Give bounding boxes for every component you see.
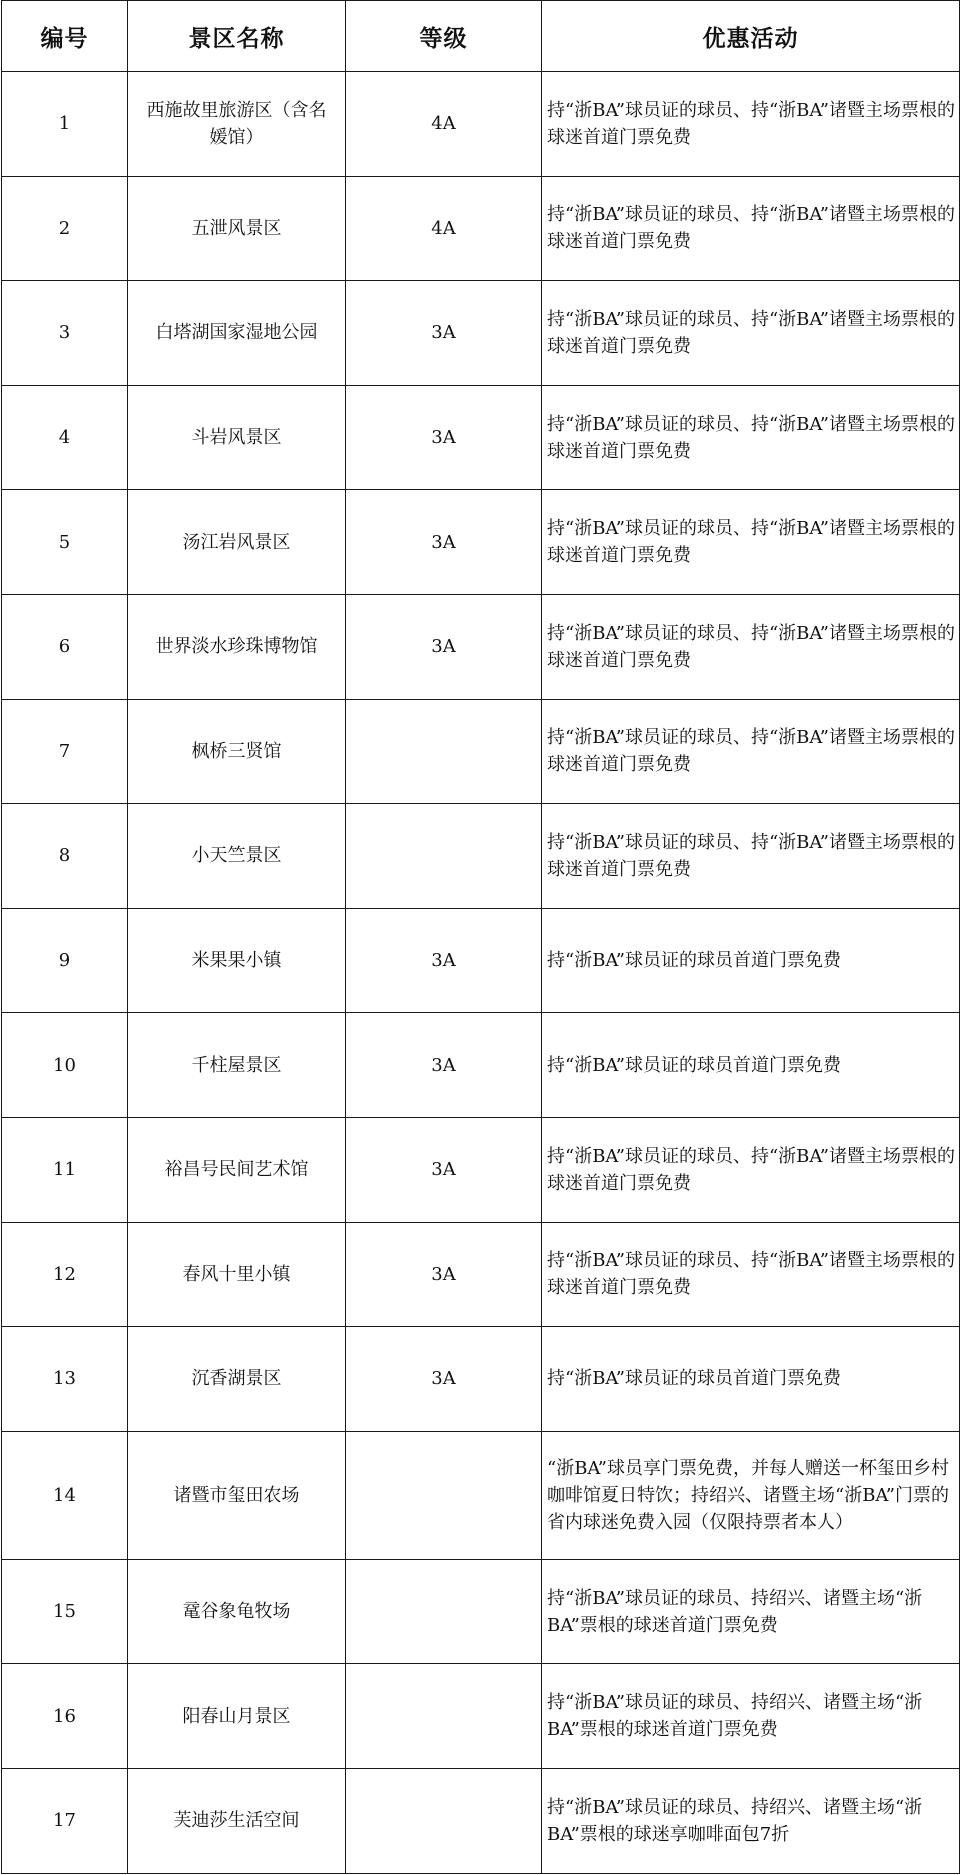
table-row — [2, 72, 960, 177]
table-row — [2, 490, 960, 595]
row-name: 小天竺景区 — [128, 804, 346, 909]
row-promo: 持“浙BA”球员证的球员、持“浙BA”诸暨主场票根的球迷首道门票免费 — [542, 490, 960, 595]
row-name: 阳春山月景区 — [128, 1664, 346, 1769]
row-promo: 持“浙BA”球员证的球员、持“浙BA”诸暨主场票根的球迷首道门票免费 — [542, 176, 960, 281]
row-promo: 持“浙BA”球员证的球员、持“浙BA”诸暨主场票根的球迷首道门票免费 — [542, 1117, 960, 1222]
table-row — [2, 908, 960, 1013]
header-name: 景区名称 — [128, 1, 346, 72]
row-level — [346, 1664, 542, 1769]
row-num: 6 — [2, 594, 128, 699]
promo-table — [1, 0, 960, 1874]
row-num: 3 — [2, 281, 128, 386]
row-num: 13 — [2, 1327, 128, 1432]
row-promo: 持“浙BA”球员证的球员、持“浙BA”诸暨主场票根的球迷首道门票免费 — [542, 804, 960, 909]
table-row — [2, 385, 960, 490]
row-level: 4A — [346, 72, 542, 177]
row-promo: 持“浙BA”球员证的球员、持“浙BA”诸暨主场票根的球迷首道门票免费 — [542, 385, 960, 490]
row-promo: 持“浙BA”球员证的球员首道门票免费 — [542, 1327, 960, 1432]
row-name: 世界淡水珍珠博物馆 — [128, 594, 346, 699]
row-name: 汤江岩风景区 — [128, 490, 346, 595]
row-level: 3A — [346, 490, 542, 595]
row-promo: 持“浙BA”球员证的球员、持“浙BA”诸暨主场票根的球迷首道门票免费 — [542, 699, 960, 804]
table-body — [2, 72, 960, 1874]
table-row — [2, 1222, 960, 1327]
table-row — [2, 1664, 960, 1769]
row-promo: 持“浙BA”球员证的球员、持绍兴、诸暨主场“浙BA”票根的球迷首道门票免费 — [542, 1559, 960, 1664]
table-row — [2, 699, 960, 804]
row-promo: 持“浙BA”球员证的球员首道门票免费 — [542, 1013, 960, 1118]
row-level — [346, 1431, 542, 1559]
row-num: 7 — [2, 699, 128, 804]
header-level: 等级 — [346, 1, 542, 72]
row-num: 1 — [2, 72, 128, 177]
table-header-row — [2, 1, 960, 72]
row-promo: 持“浙BA”球员证的球员、持“浙BA”诸暨主场票根的球迷首道门票免费 — [542, 1222, 960, 1327]
row-level: 4A — [346, 176, 542, 281]
row-level: 3A — [346, 1117, 542, 1222]
row-level: 3A — [346, 385, 542, 490]
row-level: 3A — [346, 1327, 542, 1432]
row-promo: 持“浙BA”球员证的球员、持绍兴、诸暨主场“浙BA”票根的球迷首道门票免费 — [542, 1664, 960, 1769]
row-promo: 持“浙BA”球员证的球员、持“浙BA”诸暨主场票根的球迷首道门票免费 — [542, 72, 960, 177]
row-num: 15 — [2, 1559, 128, 1664]
row-level: 3A — [346, 1222, 542, 1327]
row-promo: 持“浙BA”球员证的球员、持绍兴、诸暨主场“浙BA”票根的球迷享咖啡面包7折 — [542, 1768, 960, 1873]
row-promo: 持“浙BA”球员证的球员、持“浙BA”诸暨主场票根的球迷首道门票免费 — [542, 594, 960, 699]
row-num: 10 — [2, 1013, 128, 1118]
row-num: 12 — [2, 1222, 128, 1327]
row-num: 17 — [2, 1768, 128, 1873]
table-row — [2, 1117, 960, 1222]
table-row — [2, 1768, 960, 1873]
table-row — [2, 1559, 960, 1664]
table-row — [2, 1013, 960, 1118]
row-num: 9 — [2, 908, 128, 1013]
row-name: 裕昌号民间艺术馆 — [128, 1117, 346, 1222]
row-level: 3A — [346, 1013, 542, 1118]
row-name: 枫桥三贤馆 — [128, 699, 346, 804]
row-level — [346, 804, 542, 909]
row-num: 8 — [2, 804, 128, 909]
row-level — [346, 699, 542, 804]
row-num: 5 — [2, 490, 128, 595]
row-promo: “浙BA”球员享门票免费，并每人赠送一杯玺田乡村咖啡馆夏日特饮；持绍兴、诸暨主场“浙BA”门票的省内球迷免费入园（仅限持票者本人） — [542, 1431, 960, 1559]
row-name: 诸暨市玺田农场 — [128, 1431, 346, 1559]
row-name: 五泄风景区 — [128, 176, 346, 281]
row-name: 斗岩风景区 — [128, 385, 346, 490]
row-promo: 持“浙BA”球员证的球员、持“浙BA”诸暨主场票根的球迷首道门票免费 — [542, 281, 960, 386]
row-name: 春风十里小镇 — [128, 1222, 346, 1327]
table-row — [2, 594, 960, 699]
row-name: 鼋谷象龟牧场 — [128, 1559, 346, 1664]
row-level — [346, 1559, 542, 1664]
table-row — [2, 176, 960, 281]
table-row — [2, 1327, 960, 1432]
row-num: 11 — [2, 1117, 128, 1222]
row-num: 4 — [2, 385, 128, 490]
row-level — [346, 1768, 542, 1873]
table-row — [2, 281, 960, 386]
row-name: 白塔湖国家湿地公园 — [128, 281, 346, 386]
row-name: 千柱屋景区 — [128, 1013, 346, 1118]
table-row — [2, 1431, 960, 1559]
row-promo: 持“浙BA”球员证的球员首道门票免费 — [542, 908, 960, 1013]
row-level: 3A — [346, 281, 542, 386]
row-num: 2 — [2, 176, 128, 281]
row-num: 16 — [2, 1664, 128, 1769]
row-level: 3A — [346, 908, 542, 1013]
table-row — [2, 804, 960, 909]
header-num: 编号 — [2, 1, 128, 72]
header-promo: 优惠活动 — [542, 1, 960, 72]
row-num: 14 — [2, 1431, 128, 1559]
row-name: 米果果小镇 — [128, 908, 346, 1013]
row-name: 西施故里旅游区（含名媛馆） — [128, 72, 346, 177]
row-name: 沉香湖景区 — [128, 1327, 346, 1432]
row-level: 3A — [346, 594, 542, 699]
row-name: 芙迪莎生活空间 — [128, 1768, 346, 1873]
